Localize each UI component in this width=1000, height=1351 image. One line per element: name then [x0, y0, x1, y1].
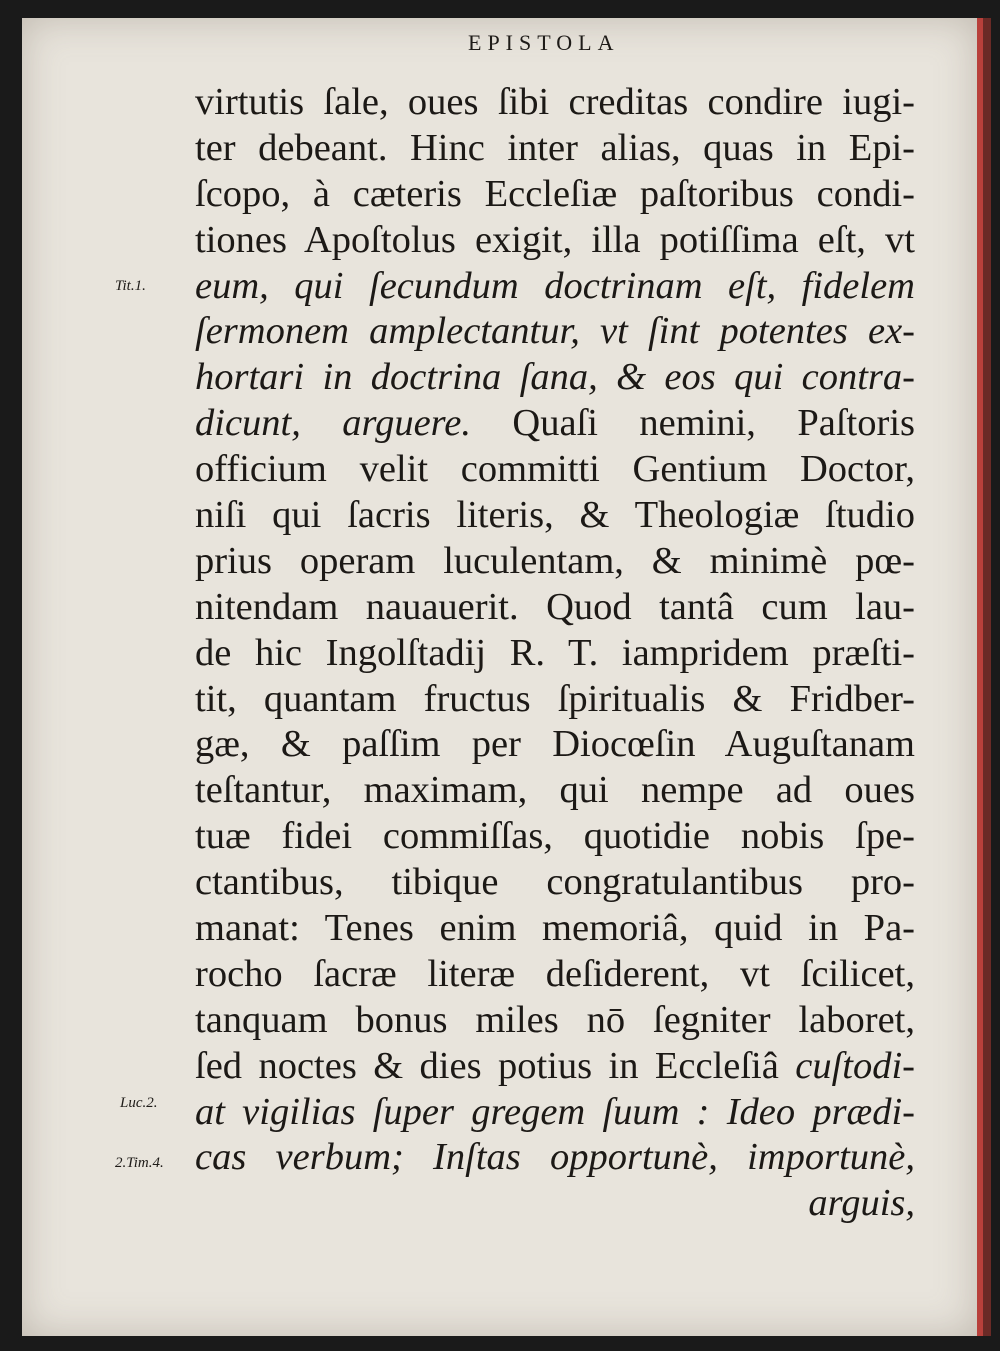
page-edge — [983, 18, 991, 1336]
text-line: tit, quantam fructus ſpiritualis & Fridber- — [195, 677, 915, 720]
margin-note-tim: 2.Tim.4. — [115, 1155, 164, 1171]
catchword: arguis, — [808, 1182, 915, 1225]
text-line: virtutis ſale, oues ſibi creditas condire iugi- — [195, 81, 915, 123]
text-line: tuæ fidei commiſſas, quotidie nobis ſpe- — [195, 815, 915, 858]
text-line: de hic Ingolſtadij R. T. iampridem præſti- — [195, 631, 915, 674]
text-line: eum, qui ſecundum doctrinam eſt, fidelem — [195, 264, 915, 307]
body-text — [195, 80, 915, 1227]
text-line: tiones Apoſtolus exigit, illa potiſſima eſt, vt — [195, 218, 915, 261]
text-line: ſcopo, à cæteris Eccleſiæ paſtoribus condi- — [195, 172, 915, 215]
text-line: manat: Tenes enim memoriâ, quid in Pa- — [195, 907, 915, 950]
text-line: ter debeant. Hinc inter alias, quas in Epi- — [195, 126, 915, 169]
text-line: at vigilias ſuper gregem ſuum : Ideo prædi- — [195, 1090, 915, 1133]
text-line: hortari in doctrina ſana, & eos qui contra- — [195, 356, 915, 399]
text-line: dicunt, arguere. Quaſi nemini, Paſtoris — [195, 402, 915, 445]
text-line: teſtantur, maximam, qui nempe ad oues — [195, 769, 915, 812]
text-line: ſed noctes & dies potius in Eccleſiâ cuſtodi- — [195, 1044, 915, 1087]
text-line: ſermonem amplectantur, vt ſint potentes ex- — [195, 310, 915, 353]
text-line: officium velit committi Gentium Doctor, — [195, 448, 915, 491]
running-head: EPISTOLA — [468, 30, 620, 55]
text-line: rocho ſacræ literæ deſiderent, vt ſcilicet, — [195, 952, 915, 995]
text-line: tanquam bonus miles nō ſegniter laboret, — [195, 998, 915, 1041]
text-line: nitendam nauauerit. Quod tantâ cum lau- — [195, 585, 915, 628]
text-line: prius operam luculentam, & minimè pœ- — [195, 539, 915, 582]
text-line: ctantibus, tibique congratulantibus pro- — [195, 861, 915, 904]
margin-note-tit: Tit.1. — [115, 278, 146, 294]
text-line: niſi qui ſacris literis, & Theologiæ ſtudio — [195, 494, 915, 537]
text-line: gæ, & paſſim per Diocœſin Auguſtanam — [195, 723, 915, 766]
margin-note-luc: Luc.2. — [120, 1095, 158, 1111]
text-line: cas verbum; Inſtas opportunè, importunè, — [195, 1136, 915, 1179]
